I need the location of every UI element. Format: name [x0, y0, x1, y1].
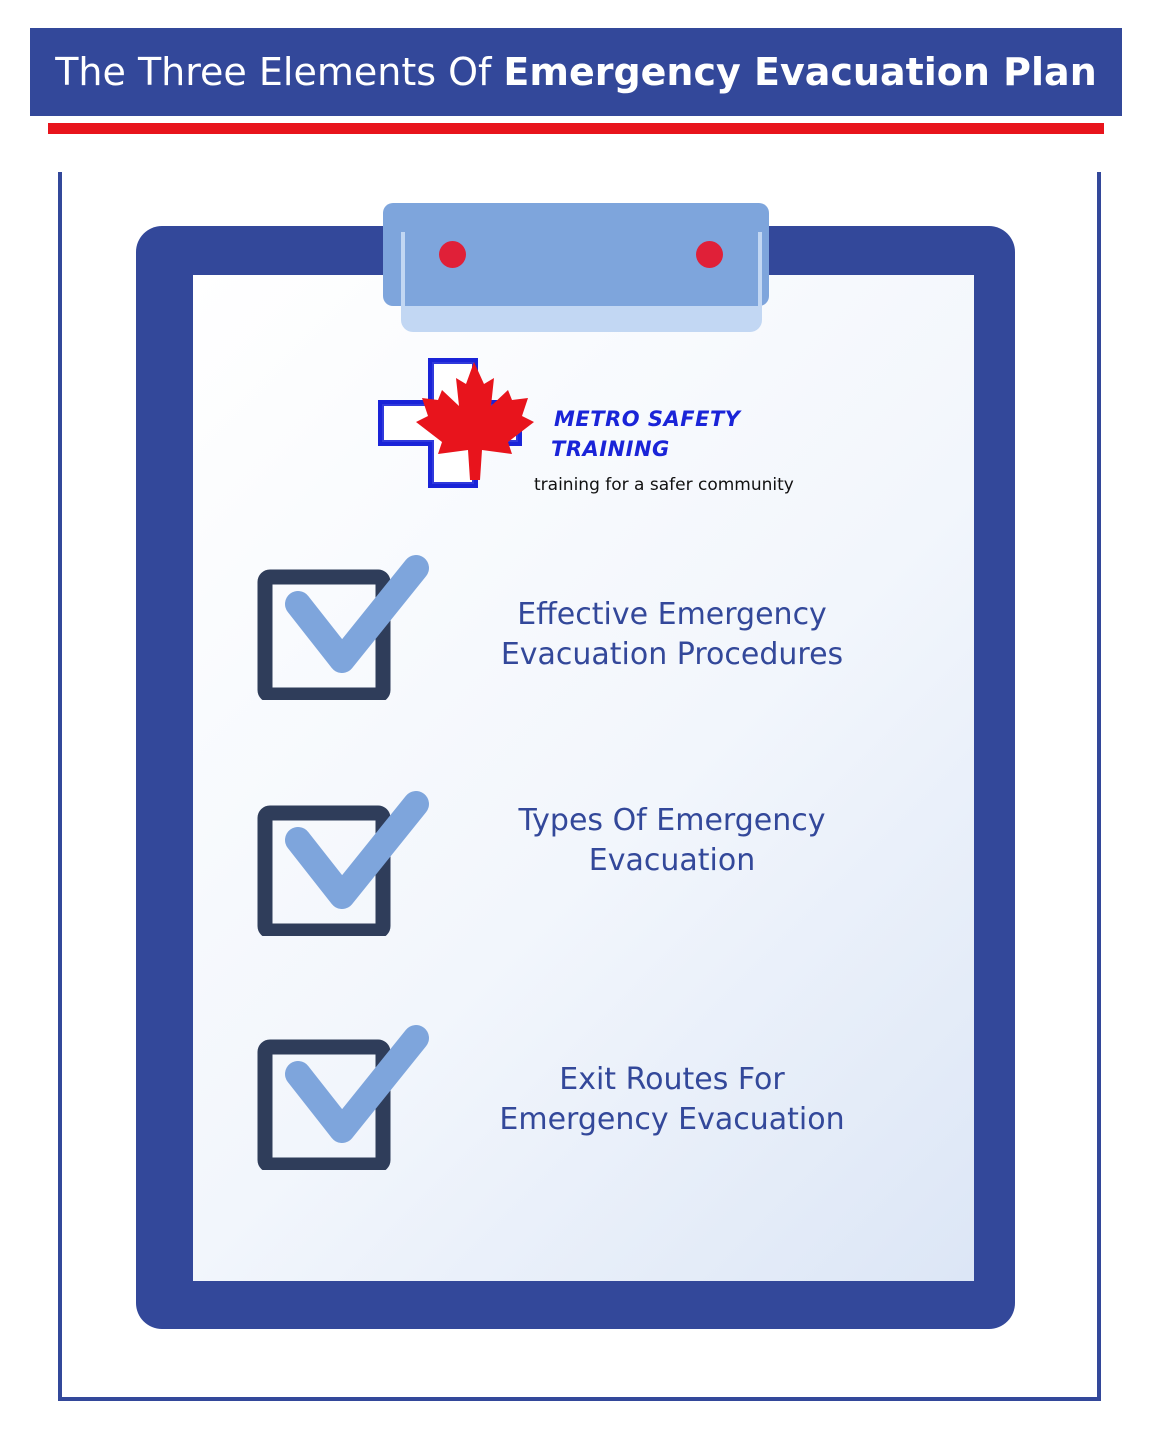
checklist-item-line2: Evacuation Procedures [500, 637, 844, 672]
title-light: The Three Elements Of [55, 50, 492, 94]
checklist-item [462, 801, 882, 881]
title-banner [30, 28, 1122, 116]
checklist-item-line1: Types Of Emergency [518, 803, 826, 838]
checklist-item [462, 595, 882, 675]
checkbox-checked-icon [256, 1022, 431, 1170]
checklist-item-line1: Exit Routes For [559, 1062, 785, 1097]
logo-name-line1: METRO SAFETY [554, 407, 741, 431]
title-bold: Emergency Evacuation Plan [503, 50, 1097, 94]
checkbox-checked-icon [256, 788, 431, 936]
clip-hook-right [738, 232, 762, 318]
checklist-item-line2: Emergency Evacuation [499, 1102, 845, 1137]
logo-tagline: training for a safer community [534, 475, 794, 495]
cross-maple-leaf-icon [378, 358, 568, 493]
logo-name-line2: TRAINING [551, 437, 670, 461]
logo-name [551, 404, 741, 464]
checklist-item [462, 1060, 882, 1140]
metro-safety-logo [378, 358, 794, 503]
clip-pin-right [696, 241, 723, 268]
red-divider [48, 123, 1104, 134]
clip-hook-left [401, 232, 425, 318]
checkbox-checked-icon [256, 552, 431, 700]
checklist-item-line1: Effective Emergency [517, 597, 827, 632]
checklist-item-line2: Evacuation [588, 843, 756, 878]
clip-pin-left [439, 241, 466, 268]
